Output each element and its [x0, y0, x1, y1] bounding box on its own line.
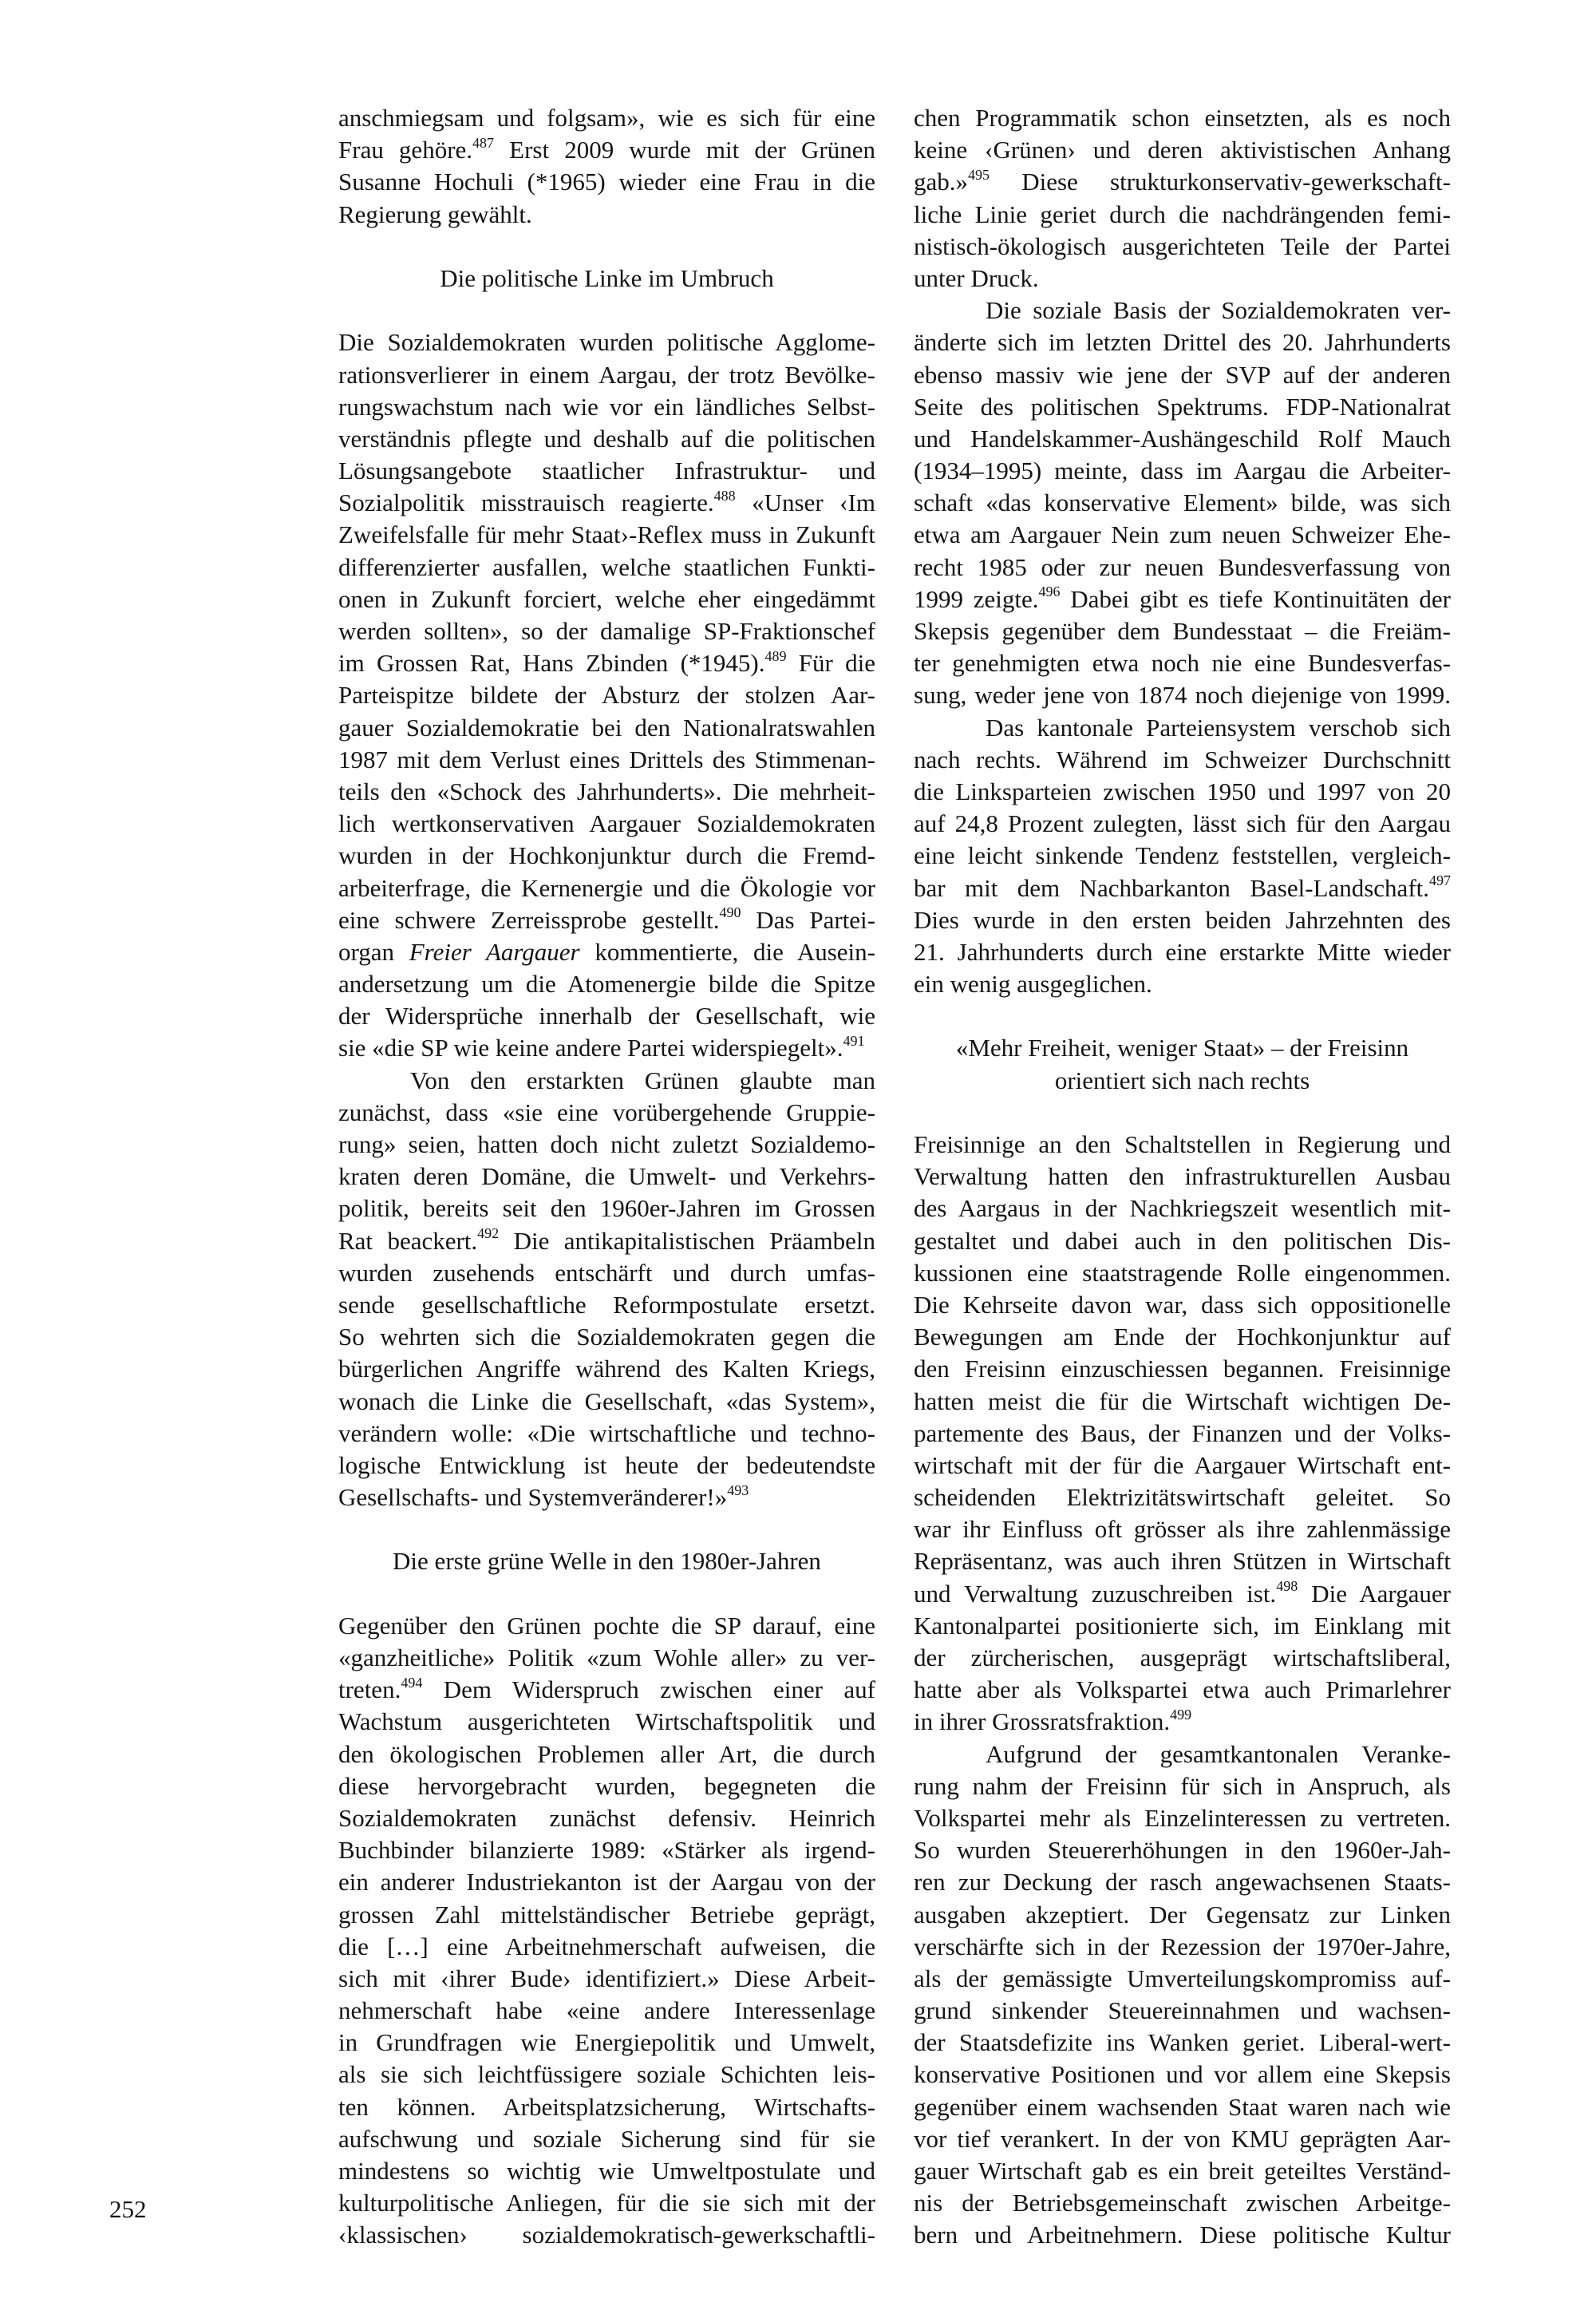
text-line: [914, 1193, 1451, 1224]
footnote-reference: 495: [968, 167, 990, 184]
footnote-reference: 490: [719, 904, 741, 921]
line-text: die […] eine Arbeitnehmerschaft aufweisen, die: [338, 1932, 875, 1960]
line-text: anschmiegsam und folgsam», wie es sich für eine: [338, 104, 875, 132]
text-line: [338, 872, 875, 904]
spacer: [338, 295, 875, 326]
text-line: [914, 1481, 1451, 1513]
text-line: [338, 552, 875, 583]
line-text: bürgerlichen Angriffe während des Kalten Kriegs,: [338, 1355, 875, 1383]
text-line: [914, 968, 1451, 1000]
paragraph: [914, 102, 1451, 1000]
text-line: [914, 1545, 1451, 1577]
line-text: rung» seien, hatten doch nicht zuletzt Sozialdemo-: [338, 1130, 875, 1158]
text-line: [338, 712, 875, 744]
text-line: [914, 231, 1451, 263]
line-text: Lösungsangebote staatlicher Infrastruktur- und: [338, 457, 875, 485]
line-text: ren zur Deckung der rasch angewachsenen Staats-: [914, 1868, 1451, 1897]
line-text: zunächst, dass «sie eine vorübergehende Gruppie-: [338, 1098, 875, 1126]
line-text: Zweifelsfalle für mehr Staat›-Reflex muss in Zukunft: [338, 520, 875, 549]
line-text: die Linksparteien zwischen 1950 und 1997 von 20: [914, 777, 1451, 805]
text-line: [914, 1802, 1451, 1834]
line-text: änderte sich im letzten Drittel des 20. Jahrhunderts: [914, 328, 1451, 357]
line-text: Von den erstarkten Grünen glaubte man: [410, 1066, 875, 1094]
text-line: [914, 647, 1451, 679]
line-text: gauer Sozialdemokratie bei den Nationalratswahlen: [338, 713, 875, 742]
footnote-reference: 489: [764, 647, 787, 664]
text-line: [914, 1513, 1451, 1545]
italic-title: Freier Aargauer: [409, 937, 580, 966]
section-heading: Die politische Linke im Umbruch: [440, 263, 774, 292]
text-line: [914, 1129, 1451, 1161]
text-line: [338, 134, 875, 166]
text-line: [914, 808, 1451, 840]
line-text: Das Partei-: [741, 905, 875, 934]
text-line: [914, 1257, 1451, 1289]
line-text: unter Druck.: [914, 263, 1039, 292]
text-line: [338, 1065, 875, 1097]
text-line: [914, 2091, 1451, 2123]
text-line: [914, 1674, 1451, 1706]
line-text: diese hervorgebracht wurden, begegneten die: [338, 1771, 875, 1800]
text-line: [914, 1386, 1451, 1418]
line-text: Skepsis gegenüber dem Bundesstaat – die Freiäm-: [914, 617, 1451, 645]
spacer: [338, 231, 875, 263]
text-line: [914, 1642, 1451, 1674]
line-text: Erst 2009 wurde mit der Grünen: [494, 136, 875, 164]
text-line: [338, 359, 875, 391]
footnote-reference: 496: [1038, 583, 1061, 600]
line-text: keine ‹Grünen› und deren aktivistischen Anhang: [914, 136, 1451, 164]
line-text: eine leicht sinkende Tendenz feststellen, vergleich-: [914, 841, 1451, 870]
line-text: rung nahm der Freisinn für sich in Anspruch, als: [914, 1771, 1451, 1800]
line-text: sende gesellschaftliche Reformpostulate ersetzt.: [338, 1290, 875, 1319]
line-text: mindestens so wichtig wie Umweltpostulate und: [338, 2157, 875, 2185]
left-text-column: [338, 102, 875, 2252]
text-line: [338, 968, 875, 1000]
line-text: Rat beackert.: [338, 1226, 478, 1255]
text-line: [914, 1866, 1451, 1898]
line-text: Die soziale Basis der Sozialdemokraten ver-: [986, 296, 1451, 325]
line-text: So wurden Steuererhöhungen in den 1960er-Jah-: [914, 1836, 1451, 1865]
text-line: [338, 1674, 875, 1706]
line-text: kulturpolitische Anliegen, für die sie sich mit der: [338, 2189, 875, 2217]
paragraph: [914, 1129, 1451, 2252]
text-line: [338, 1000, 875, 1032]
text-line: [914, 455, 1451, 487]
line-text: grossen Zahl mittelständischer Betriebe geprägt,: [338, 1900, 875, 1928]
text-line: [338, 1386, 875, 1418]
line-text: schaft «das konservative Element» bilde, was sich: [914, 489, 1451, 517]
text-line: [338, 166, 875, 198]
line-text: Sozialdemokraten zunächst defensiv. Heinrich: [338, 1803, 875, 1832]
line-text: Die Kehrseite davon war, dass sich oppositionelle: [914, 1290, 1451, 1319]
line-text: vor tief verankert. In der von KMU geprägten Aar-: [914, 2124, 1451, 2153]
line-text: ten können. Arbeitsplatzsicherung, Wirtschafts-: [338, 2092, 875, 2121]
text-line: [338, 1995, 875, 2027]
text-line: [914, 679, 1451, 711]
line-text: logische Entwicklung ist heute der bedeutendste: [338, 1450, 875, 1479]
text-line: [338, 1931, 875, 1963]
line-text: nach rechts. Während im Schweizer Durchschnitt: [914, 745, 1451, 773]
text-line: [338, 1770, 875, 1802]
line-text: kraten deren Domäne, die Umwelt- und Verkehrs-: [338, 1162, 875, 1191]
text-line: [914, 1995, 1451, 2027]
line-text: Kantonalpartei positionierte sich, im Einklang mit: [914, 1611, 1451, 1640]
line-text: recht 1985 oder zur neuen Bundesverfassung von: [914, 552, 1451, 581]
line-text: und Handelskammer-Aushängeschild Rolf Mauch: [914, 424, 1451, 453]
line-text: und Verwaltung zuzuschreiben ist.: [914, 1579, 1277, 1608]
line-text: nis der Betriebsgemeinschaft zwischen Arbeitge-: [914, 2189, 1451, 2217]
text-line: [338, 199, 875, 231]
line-text: Dies wurde in den ersten beiden Jahrzehnten des: [914, 905, 1451, 934]
line-text: Dabei gibt es tiefe Kontinuitäten der: [1060, 584, 1451, 613]
text-line: [338, 808, 875, 840]
line-text: chen Programmatik schon einsetzten, als es noch: [914, 104, 1451, 132]
line-text: auf 24,8 Prozent zulegten, lässt sich für den Aargau: [914, 809, 1451, 838]
line-text: war ihr Einfluss oft grösser als ihre zahlenmässige: [914, 1515, 1451, 1544]
line-text: Die antikapitalistischen Präambeln: [499, 1226, 875, 1255]
text-line: [914, 295, 1451, 326]
line-text: den Freisinn einzuschiessen begannen. Freisinnige: [914, 1355, 1451, 1383]
line-text: differenzierter ausfallen, welche staatlichen Funkti-: [338, 552, 875, 581]
text-line: [338, 840, 875, 872]
text-line: [338, 1257, 875, 1289]
line-text: verschärfte sich in der Rezession der 1970er-Jahre,: [914, 1932, 1451, 1960]
line-text: kommentierte, die Ausein-: [579, 937, 875, 966]
spacer: [914, 1000, 1451, 1032]
line-text: Parteispitze bildete der Absturz der stolzen Aar-: [338, 681, 875, 710]
footnote-reference: 492: [477, 1225, 500, 1242]
text-line: [914, 1739, 1451, 1770]
text-line: [338, 2059, 875, 2091]
text-line: [338, 455, 875, 487]
line-text: Das kantonale Parteiensystem verschob sich: [986, 713, 1451, 742]
line-text: aufschwung und soziale Sicherung sind für sie: [338, 2124, 875, 2153]
line-text: Volkspartei mehr als Einzelinteressen zu vertreten.: [914, 1803, 1451, 1832]
line-text: Die Aargauer: [1298, 1579, 1451, 1608]
spacer: [914, 1097, 1451, 1129]
line-text: Aufgrund der gesamtkantonalen Veranke-: [986, 1739, 1451, 1768]
text-line: [914, 1353, 1451, 1385]
line-text: hatte aber als Volkspartei etwa auch Primarlehrer: [914, 1675, 1451, 1704]
text-line: [338, 1481, 875, 1513]
line-text: etwa am Aargauer Nein zum neuen Schweizer Ehe-: [914, 520, 1451, 549]
line-text: Seite des politischen Spektrums. FDP-Nationalrat: [914, 392, 1451, 421]
text-line: [914, 583, 1451, 615]
text-line: [914, 1963, 1451, 1995]
line-text: den ökologischen Problemen aller Art, die durch: [338, 1739, 875, 1768]
text-line: [914, 2027, 1451, 2059]
text-line: [914, 423, 1451, 455]
text-line: [338, 1706, 875, 1738]
line-text: sie «die SP wie keine andere Partei widerspiegelt».: [338, 1034, 843, 1062]
text-line: [338, 2123, 875, 2155]
line-text: rungswachstum nach wie vor ein ländliches Selbst-: [338, 392, 875, 421]
line-text: nehmerschaft habe «eine andere Interessenlage: [338, 1996, 875, 2025]
line-text: wirtschaft mit der für die Aargauer Wirtschaft ent-: [914, 1450, 1451, 1479]
text-line: [338, 519, 875, 551]
line-text: Frau gehöre.: [338, 136, 473, 164]
line-text: rationsverlierer in einem Aargau, der trotz Bevölke-: [338, 360, 875, 389]
line-text: Gegenüber den Grünen pochte die SP darauf, eine: [338, 1611, 875, 1640]
text-line: [338, 904, 875, 936]
line-text: gegenüber einem wachsenden Staat waren nach wie: [914, 2092, 1451, 2121]
section-heading-line: «Mehr Freiheit, weniger Staat» – der Freisinn: [955, 1034, 1409, 1062]
text-line: [914, 263, 1451, 295]
text-line: [914, 326, 1451, 358]
footnote-reference: 497: [1429, 872, 1451, 889]
line-text: Regierung gewählt.: [338, 200, 532, 228]
text-line: [914, 776, 1451, 808]
text-line: [914, 199, 1451, 231]
text-line: [338, 1193, 875, 1224]
line-text: konservative Positionen und vor allem eine Skepsis: [914, 2060, 1451, 2089]
line-text: ‹klassischen› sozialdemokratisch-gewerkschaftli-: [338, 2221, 875, 2249]
line-text: Verwaltung hatten den infrastrukturellen Ausbau: [914, 1162, 1451, 1191]
line-text: kussionen eine staatstragende Rolle eingenommen.: [914, 1258, 1451, 1287]
text-line: [914, 552, 1451, 583]
line-text: verändern wolle: «Die wirtschaftliche und techno-: [338, 1418, 875, 1447]
text-line: [338, 1225, 875, 1257]
line-text: politik, bereits seit den 1960er-Jahren im Grossen: [338, 1194, 875, 1223]
text-line: [338, 2091, 875, 2123]
line-text: sung, weder jene von 1874 noch diejenige von 1999.: [914, 681, 1451, 710]
line-text: im Grossen Rat, Hans Zbinden (*1945).: [338, 649, 765, 678]
spacer: [338, 1513, 875, 1545]
line-text: Für die: [786, 649, 875, 678]
text-line: [338, 583, 875, 615]
text-line: [914, 1899, 1451, 1931]
footnote-reference: 491: [843, 1033, 865, 1050]
line-text: gestaltet und dabei auch in den politischen Dis-: [914, 1226, 1451, 1255]
paragraph: [338, 326, 875, 1513]
line-text: der zürcherischen, ausgeprägt wirtschaftsliberal,: [914, 1644, 1451, 1671]
line-text: Wachstum ausgerichteten Wirtschaftspolitik und: [338, 1707, 875, 1736]
line-text: 1999 zeigte.: [914, 584, 1039, 613]
footnote-reference: 494: [401, 1674, 423, 1691]
paragraph: [338, 102, 875, 231]
line-text: organ: [338, 937, 409, 966]
line-text: als sie sich leichtfüssigere soziale Schichten leis-: [338, 2060, 875, 2089]
line-text: bern und Arbeitnehmern. Diese politische Kultur: [914, 2221, 1451, 2249]
text-line: [914, 1834, 1451, 1866]
line-text: Bewegungen am Ende der Hochkonjunktur auf: [914, 1323, 1451, 1351]
line-text: ebenso massiv wie jene der SVP auf der anderen: [914, 360, 1451, 389]
line-text: Susanne Hochuli (*1965) wieder eine Frau in die: [338, 168, 875, 196]
line-text: Diese strukturkonservativ-gewerkschaft-: [990, 168, 1451, 196]
line-text: wonach die Linke die Gesellschaft, «das System»,: [338, 1386, 875, 1415]
line-text: sich mit ‹ihrer Bude› identifiziert.» Diese Arbeit-: [338, 1964, 875, 1992]
line-text: So wehrten sich die Sozialdemokraten gegen die: [338, 1323, 875, 1351]
line-text: partemente des Baus, der Finanzen und der Volks-: [914, 1418, 1451, 1447]
text-line: [914, 1610, 1451, 1642]
text-line: [914, 1706, 1451, 1738]
text-line: [338, 487, 875, 519]
line-text: ein anderer Industriekanton ist der Aargau von der: [338, 1868, 875, 1897]
text-line: [914, 1450, 1451, 1481]
text-line: [338, 1866, 875, 1898]
line-text: Freisinnige an den Schaltstellen in Regierung und: [914, 1130, 1451, 1158]
text-line: [338, 326, 875, 358]
line-text: wurden zusehends entschärft und durch umfas-: [338, 1258, 875, 1287]
line-text: in Grundfragen wie Energiepolitik und Umwelt,: [338, 2028, 875, 2057]
text-line: [338, 1834, 875, 1866]
text-line: [914, 712, 1451, 744]
text-line: [914, 615, 1451, 647]
text-line: [914, 872, 1451, 904]
line-text: der Widersprüche innerhalb der Gesellschaft, wie: [338, 1002, 875, 1030]
line-text: ter genehmigten etwa noch nie eine Bundesverfas-: [914, 649, 1451, 678]
text-line: [338, 2219, 875, 2251]
line-text: «ganzheitliche» Politik «zum Wohle aller» zu ver-: [338, 1644, 875, 1671]
text-line: [338, 423, 875, 455]
text-line: [338, 1129, 875, 1161]
text-line: [914, 102, 1451, 134]
page-number: 252: [109, 2195, 147, 2223]
line-text: 21. Jahrhunderts durch eine erstarkte Mitte wieder: [914, 937, 1451, 966]
line-text: Buchbinder bilanzierte 1989: «Stärker als irgend-: [338, 1836, 875, 1865]
text-line: [914, 1770, 1451, 1802]
line-text: eine schwere Zerreissprobe gestellt.: [338, 905, 720, 934]
line-text: scheidenden Elektrizitätswirtschaft geleitet. So: [914, 1483, 1451, 1512]
right-text-column: [914, 102, 1451, 2252]
text-line: [914, 2219, 1451, 2251]
text-line: [914, 744, 1451, 776]
text-line: [914, 134, 1451, 166]
line-text: ein wenig ausgeglichen.: [914, 970, 1152, 999]
text-line: [914, 840, 1451, 872]
line-text: onen in Zukunft forciert, welche eher eingedämmt: [338, 584, 875, 613]
text-line: [914, 936, 1451, 968]
text-line: [914, 359, 1451, 391]
text-line: [338, 1161, 875, 1193]
text-line: [338, 1289, 875, 1321]
line-text: in ihrer Grossratsfraktion.: [914, 1707, 1171, 1736]
footnote-reference: 498: [1276, 1578, 1298, 1595]
text-line: [338, 1418, 875, 1450]
text-line: [338, 1642, 875, 1674]
line-text: Gesellschafts- und Systemveränderer!»: [338, 1483, 728, 1512]
text-line: [338, 1610, 875, 1642]
line-text: nistisch-ökologisch ausgerichteten Teile der Partei: [914, 231, 1451, 260]
line-text: grund sinkender Steuereinnahmen und wachsen-: [914, 1996, 1451, 2025]
line-text: bar mit dem Nachbarkanton Basel-Landschaft.: [914, 873, 1429, 902]
text-line: [338, 1321, 875, 1353]
text-line: [338, 391, 875, 423]
text-line: [338, 102, 875, 134]
text-line: [914, 1418, 1451, 1450]
text-line: [338, 936, 875, 968]
footnote-reference: 488: [713, 487, 736, 504]
text-line: [914, 391, 1451, 423]
line-text: hatten meist die für die Wirtschaft wichtigen De-: [914, 1386, 1451, 1415]
text-line: [338, 1032, 875, 1064]
text-line: [338, 1963, 875, 1995]
text-line: [914, 2155, 1451, 2187]
paragraph: [338, 1610, 875, 2252]
line-text: verständnis pflegte und deshalb auf die politischen: [338, 424, 875, 453]
footnote-reference: 487: [472, 134, 495, 151]
text-line: [338, 2155, 875, 2187]
line-text: teils den «Schock des Jahrhunderts». Die mehrheit-: [338, 777, 875, 805]
spacer: [338, 1578, 875, 1610]
text-line: [338, 1353, 875, 1385]
line-text: wurden in der Hochkonjunktur durch die Fremd-: [338, 841, 875, 870]
text-line: [338, 2027, 875, 2059]
line-text: Die Sozialdemokraten wurden politische Agglome-: [338, 328, 875, 357]
section-heading-line: orientiert sich nach rechts: [1054, 1066, 1310, 1094]
text-line: [338, 679, 875, 711]
text-line: [914, 2059, 1451, 2091]
text-line: [338, 1097, 875, 1129]
text-line: [914, 1225, 1451, 1257]
text-line: [338, 776, 875, 808]
text-line: [914, 519, 1451, 551]
text-line: [914, 1289, 1451, 1321]
line-text: der Staatsdefizite ins Wanken geriet. Liberal-wert-: [914, 2028, 1451, 2057]
line-text: ausgaben akzeptiert. Der Gegensatz zur Linken: [914, 1900, 1451, 1928]
footnote-reference: 493: [727, 1481, 749, 1498]
text-line: [338, 2187, 875, 2219]
text-line: [914, 487, 1451, 519]
text-line: [914, 1321, 1451, 1353]
line-text: werden sollten», so der damalige SP-Fraktionschef: [338, 617, 875, 645]
line-text: andersetzung um die Atomenergie bilde die Spitze: [338, 970, 875, 999]
line-text: Dem Widerspruch zwischen einer auf: [422, 1675, 875, 1704]
line-text: Sozialpolitik misstrauisch reagierte.: [338, 489, 714, 517]
line-text: «Unser ‹Im: [735, 489, 875, 517]
line-text: lich wertkonservativen Aargauer Sozialdemokraten: [338, 809, 875, 838]
text-line: [914, 1161, 1451, 1193]
text-line: [914, 166, 1451, 198]
text-line: [338, 1739, 875, 1770]
line-text: liche Linie geriet durch die nachdrängenden femi-: [914, 200, 1451, 228]
text-line: [338, 647, 875, 679]
text-line: [338, 615, 875, 647]
text-line: [914, 2123, 1451, 2155]
text-line: [338, 1899, 875, 1931]
line-text: treten.: [338, 1675, 401, 1704]
line-text: gab.»: [914, 168, 969, 196]
text-line: [914, 1931, 1451, 1963]
text-line: [338, 744, 875, 776]
text-line: [914, 904, 1451, 936]
line-text: Repräsentanz, was auch ihren Stützen in Wirtschaft: [914, 1547, 1451, 1576]
text-line: [338, 1450, 875, 1481]
line-text: arbeiterfrage, die Kernenergie und die Ökologie vor: [338, 873, 875, 902]
text-line: [914, 1578, 1451, 1610]
line-text: 1987 mit dem Verlust eines Drittels des Stimmenan-: [338, 745, 875, 773]
text-line: [338, 1802, 875, 1834]
line-text: als der gemässigte Umverteilungskompromiss auf-: [914, 1964, 1451, 1992]
footnote-reference: 499: [1170, 1707, 1192, 1723]
section-heading: Die erste grüne Welle in den 1980er-Jahren: [393, 1547, 821, 1576]
line-text: gauer Wirtschaft gab es ein breit geteiltes Verständ-: [914, 2157, 1451, 2185]
text-line: [914, 2187, 1451, 2219]
line-text: des Aargaus in der Nachkriegszeit wesentlich mit-: [914, 1194, 1451, 1223]
line-text: (1934–1995) meinte, dass im Aargau die Arbeiter-: [914, 457, 1451, 485]
